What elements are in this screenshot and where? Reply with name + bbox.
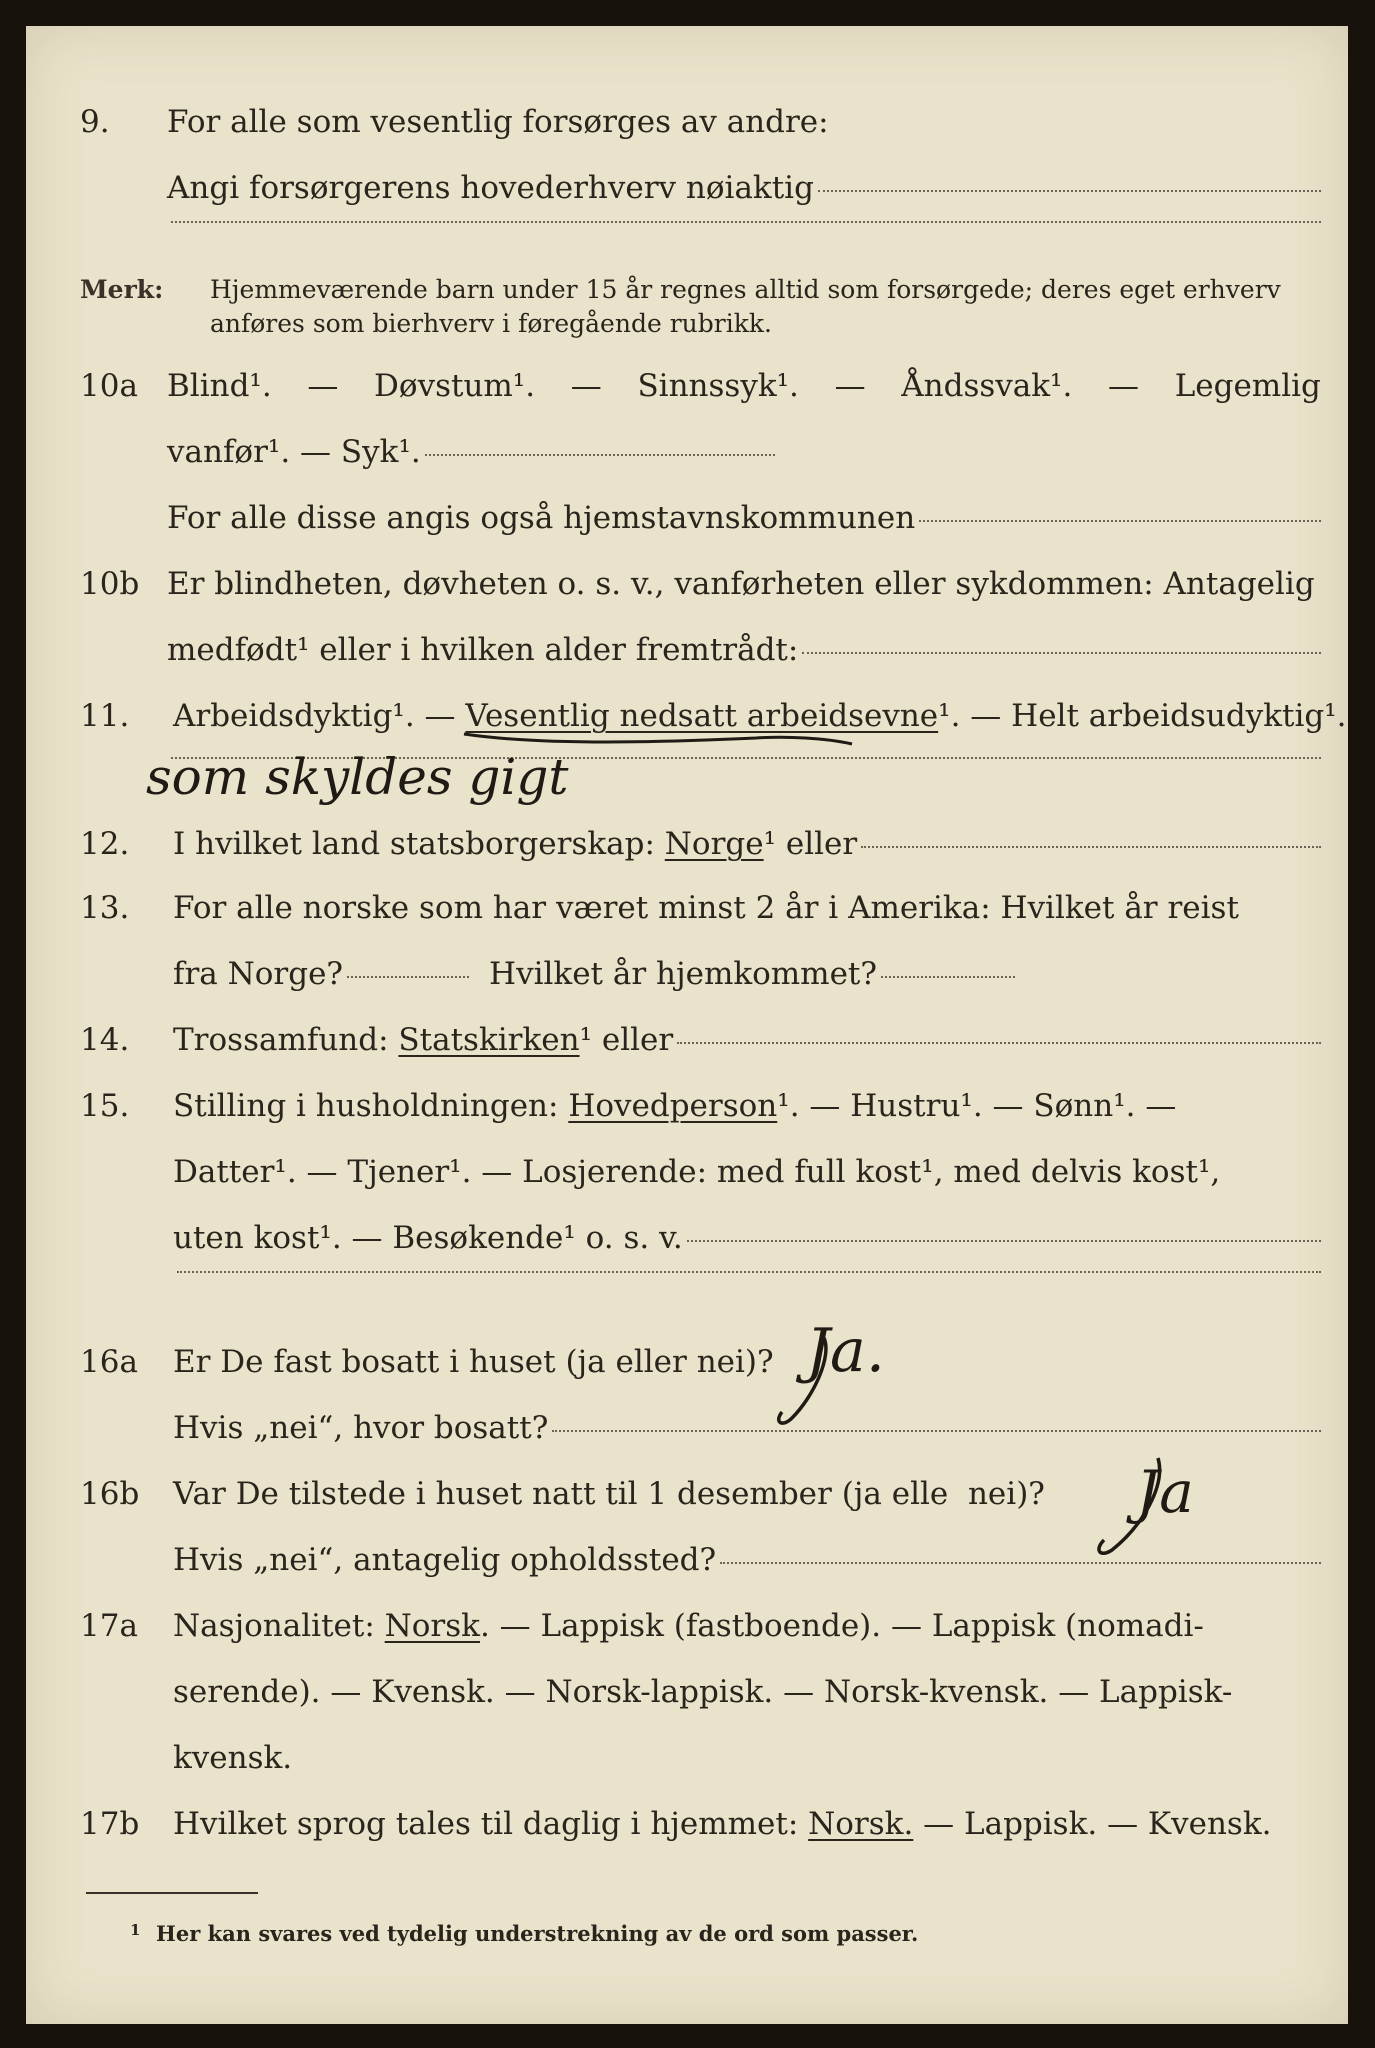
q10a-option-blind: Blind¹. [167,368,272,404]
q17b-option-norwegian-selected[interactable]: Norsk. [808,1806,914,1842]
q16b-question: Var De tilstede i huset natt til 1 desember (ja elle nei)? [173,1476,1045,1512]
census-form-page [26,26,1348,2024]
q10a-disabled-sick-label: vanfør¹. — Syk¹. [167,434,421,470]
q9-number: 9. [80,104,110,140]
q10a-dash-2: — [570,368,602,404]
q17a-option-norwegian-selected[interactable]: Norsk [384,1608,480,1644]
q16a-handwritten-answer: Ja. [806,1316,885,1386]
q11-number: 11. [80,698,130,734]
q15-number: 15. [80,1088,130,1124]
q9-answer-field[interactable] [818,189,1321,192]
q16b-whereabouts-field[interactable] [720,1561,1321,1564]
q13-number: 13. [80,890,130,926]
footnote-mark: 1 [130,1921,141,1939]
q13-year-left-field[interactable] [347,975,469,978]
q10a-option-physically: Legemlig [1174,368,1321,404]
q15-answer-field-continued[interactable] [177,1270,1321,1273]
q13-year-returned-field[interactable] [881,975,1015,978]
q16a-number: 16a [80,1344,138,1380]
q10a-home-municipality-field[interactable] [919,519,1321,522]
q12-question: I hvilket land statsborgerskap: [173,826,665,862]
q13-year-left-label: fra Norge? [173,956,344,992]
q14-or-label: ¹ eller [579,1022,674,1058]
merk-note-text-2: anføres som bierhverv i føregående rubrikk. [210,309,772,338]
q16a-residence-label: Hvis „nei“, hvor bosatt? [173,1410,549,1446]
q10a-answer-field[interactable] [425,453,775,456]
q9-main-occupation-label: Angi forsørgerens hovederhverv nøiaktig [167,170,814,206]
q15-options-visitor: uten kost¹. — Besøkende¹ o. s. v. [173,1220,683,1256]
q16b-number: 16b [80,1476,140,1512]
q13-year-returned-label: Hvilket år hjemkommet? [489,956,878,992]
merk-label: Merk: [80,275,164,304]
q16a-residence-field[interactable] [552,1429,1321,1432]
q12-answer-field[interactable] [861,845,1321,848]
q17a-options-kven-mixed: serende). — Kvensk. — Norsk-lappisk. — Norsk-kvensk. — Lappisk- [173,1674,1233,1710]
footnote-rule [86,1892,258,1894]
q12-option-norway-selected[interactable]: Norge [664,826,764,862]
q14-option-state-church-selected[interactable]: Statskirken [398,1022,580,1058]
q11-option-able: Arbeidsdyktig¹. — [173,698,466,734]
q10a-dash-1: — [307,368,339,404]
q17a-question: Nasjonalitet: [173,1608,385,1644]
q10a-dash-3: — [834,368,866,404]
q15-options-wife-son: ¹. — Hustru¹. — Sønn¹. — [777,1088,1177,1124]
q15-option-head-selected[interactable]: Hovedperson [568,1088,778,1124]
q10a-home-municipality-label: For alle disse angis også hjemstavnskommunen [167,500,916,536]
q9-question: For alle som vesentlig forsørges av andre: [167,104,829,140]
q16a-question: Er De fast bosatt i huset (ja eller nei)? [173,1344,774,1380]
q10b-answer-field[interactable] [802,651,1321,654]
q10a-option-insane: Sinnssyk¹. [637,368,799,404]
q14-answer-field[interactable] [677,1041,1321,1044]
q12-or-label: ¹ eller [763,826,858,862]
q17a-option-sami-kven: kvensk. [173,1740,293,1776]
merk-note-text-1: Hjemmeværende barn under 15 år regnes alltid som forsørgede; deres eget erhverv [210,275,1281,304]
q16b-handwritten-answer: Ja [1136,1458,1194,1526]
q11-option-reduced-capacity-selected[interactable]: Vesentlig nedsatt arbeidsevne [465,698,939,734]
q10b-number: 10b [80,566,140,602]
q10a-dash-4: — [1108,368,1140,404]
q17b-question: Hvilket sprog tales til daglig i hjemmet: [173,1806,809,1842]
q10a-option-mentally-deficient: Åndssvak¹. [901,368,1073,404]
q10b-question: Er blindheten, døvheten o. s. v., vanførheten eller sykdommen: Antagelig [167,566,1315,602]
q16b-whereabouts-label: Hvis „nei“, antagelig opholdssted? [173,1542,717,1578]
q15-question: Stilling i husholdningen: [173,1088,569,1124]
q12-number: 12. [80,826,130,862]
q17b-options-sami-kven: — Lappisk. — Kvensk. [913,1806,1272,1842]
q13-question: For alle norske som har været minst 2 år i Amerika: Hvilket år reist [173,890,1239,926]
q17b-number: 17b [80,1806,140,1842]
q14-number: 14. [80,1022,130,1058]
footnote-text: Her kan svares ved tydelig understrekning av de ord som passer. [156,1921,919,1946]
q10a-number: 10a [80,368,138,404]
q11-option-unable: ¹. — Helt arbeidsudyktig¹. [938,698,1347,734]
q11-handwritten-answer: som skyldes gigt [146,748,569,806]
q15-options-daughter-servant-lodger: Datter¹. — Tjener¹. — Losjerende: med full kost¹, med delvis kost¹, [173,1154,1221,1190]
q9-answer-field-continued[interactable] [171,220,1321,223]
q15-answer-field[interactable] [687,1239,1321,1242]
q14-question: Trossamfund: [173,1022,399,1058]
q17a-options-sami: . — Lappisk (fastboende). — Lappisk (nomadi- [479,1608,1204,1644]
q10a-option-deafmute: Døvstum¹. [374,368,536,404]
q17a-number: 17a [80,1608,138,1644]
q10b-onset-label: medfødt¹ eller i hvilken alder fremtrådt: [167,632,799,668]
